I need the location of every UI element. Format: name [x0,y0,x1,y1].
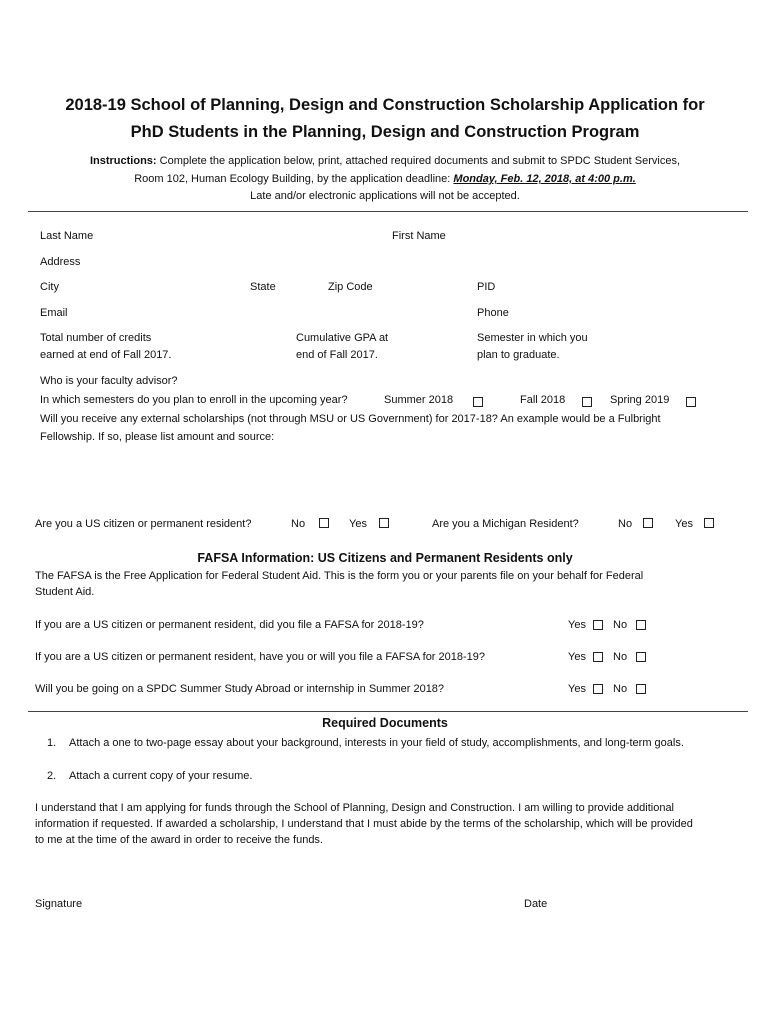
divider-required [28,711,748,712]
fafsa-q3-yes-checkbox[interactable] [593,684,603,694]
instructions-text: Complete the application below, print, attached required documents and submit to SPDC Student Services, [159,155,681,167]
divider-top [28,211,748,212]
instructions-line1 [0,155,770,167]
graduation-semester-label-line1: Semester in which you [477,332,588,344]
us-citizen-question: Are you a US citizen or permanent resident? [35,518,252,530]
date-label: Date [524,898,548,910]
signature-label: Signature [35,898,83,910]
fafsa-description-line2: Student Aid. [35,586,95,598]
instructions-deadline-label: Room 102, Human Ecology Building, by the application deadline: [134,173,451,185]
michigan-resident-question: Are you a Michigan Resident? [432,518,579,530]
gpa-label-line2: end of Fall 2017. [296,349,378,361]
statement-line3: to me at the time of the award in order to receive the funds. [35,834,323,846]
credits-label-line2: earned at end of Fall 2017. [40,349,172,361]
required-documents-heading: Required Documents [322,716,448,730]
fafsa-question-2: If you are a US citizen or permanent resident, have you or will you file a FAFSA for 2018-19? [35,651,486,663]
michigan-yes-label: Yes [675,518,693,530]
summer-2018-checkbox[interactable] [473,397,483,407]
us-citizen-yes-label: Yes [349,518,367,530]
fafsa-description-line1: The FAFSA is the Free Application for Federal Student Aid. This is the form you or your parents file on your behalf for Federal [35,570,644,582]
credits-label-line1: Total number of credits [40,332,152,344]
enroll-semesters-question: In which semesters do you plan to enroll in the upcoming year? [40,394,348,406]
fafsa-question-1: If you are a US citizen or permanent resident, did you file a FAFSA for 2018-19? [35,619,424,631]
fafsa-q3-no-label: No [613,683,628,695]
last-name-label: Last Name [40,230,94,242]
required-item-2-number: 2. [47,770,57,782]
external-scholarships-question-line1: Will you receive any external scholarships (not through MSU or US Government) for 2017-18? An example would be a Fulbright [40,413,661,425]
email-label: Email [40,307,68,319]
fafsa-q2-no-checkbox[interactable] [636,652,646,662]
fafsa-question-3: Will you be going on a SPDC Summer Study Abroad or internship in Summer 2018? [35,683,445,695]
instructions-deadline: Monday, Feb. 12, 2018, at 4:00 p.m. [453,173,636,185]
fafsa-heading: FAFSA Information: US Citizens and Permanent Residents only [197,551,573,565]
fall-2018-checkbox[interactable] [582,397,592,407]
gpa-label-line1: Cumulative GPA at [296,332,389,344]
required-item-1-number: 1. [47,737,57,749]
zip-code-label: Zip Code [328,281,373,293]
faculty-advisor-question: Who is your faculty advisor? [40,375,178,387]
summer-2018-label: Summer 2018 [384,394,454,406]
michigan-no-label: No [618,518,633,530]
michigan-no-checkbox[interactable] [643,518,653,528]
fafsa-q1-no-label: No [613,619,628,631]
us-citizen-no-label: No [291,518,306,530]
fafsa-q1-yes-checkbox[interactable] [593,620,603,630]
form-title-line2: PhD Students in the Planning, Design and Construction Program [130,123,640,141]
statement-line1: I understand that I am applying for funds through the School of Planning, Design and Construction. I am willing to provide additional [35,802,674,814]
first-name-label: First Name [392,230,446,242]
spring-2019-label: Spring 2019 [610,394,670,406]
fafsa-q3-yes-label: Yes [568,683,586,695]
instructions-line3: Late and/or electronic applications will not be accepted. [250,190,520,202]
fafsa-q2-yes-label: Yes [568,651,586,663]
fafsa-q2-yes-checkbox[interactable] [593,652,603,662]
us-citizen-no-checkbox[interactable] [319,518,329,528]
graduation-semester-label-line2: plan to graduate. [477,349,560,361]
external-scholarships-question-line2: Fellowship. If so, please list amount and source: [40,431,275,443]
address-label: Address [40,256,81,268]
pid-label: PID [477,281,496,293]
state-label: State [250,281,276,293]
spring-2019-checkbox[interactable] [686,397,696,407]
statement-line2: information if requested. If awarded a scholarship, I understand that I must abide by the terms of the scholarship, which will be provided [35,818,693,830]
us-citizen-yes-checkbox[interactable] [379,518,389,528]
fafsa-q2-no-label: No [613,651,628,663]
city-label: City [40,281,59,293]
fafsa-q1-no-checkbox[interactable] [636,620,646,630]
phone-label: Phone [477,307,509,319]
required-item-1: Attach a one to two-page essay about your background, interests in your field of study, accomplishments, and long-term goals. [69,737,684,749]
instructions-line2 [0,173,770,185]
form-title-line1: 2018-19 School of Planning, Design and Construction Scholarship Application for [65,96,705,114]
michigan-yes-checkbox[interactable] [704,518,714,528]
fafsa-q3-no-checkbox[interactable] [636,684,646,694]
fafsa-q1-yes-label: Yes [568,619,586,631]
instructions-label: Instructions: [89,155,157,167]
required-item-2: Attach a current copy of your resume. [69,770,253,782]
fall-2018-label: Fall 2018 [520,394,566,406]
